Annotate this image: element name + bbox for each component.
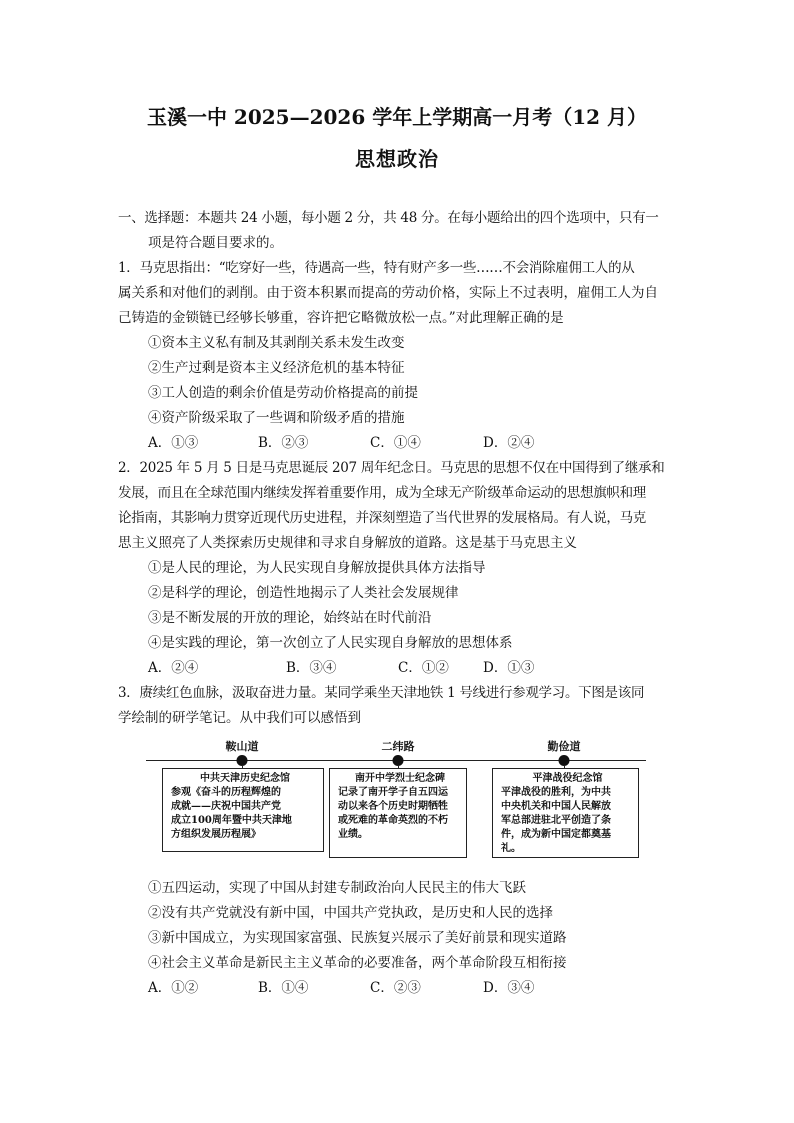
exam-title: 玉溪一中 2025—2026 学年上学期高一月考（12 月） xyxy=(146,105,648,129)
question-2-stem: 思主义照亮了人类探索历史规律和寻求自身解放的道路。这是基于马克思主义 xyxy=(118,535,577,551)
note-line: 或死难的革命英烈的不朽 xyxy=(338,815,448,826)
question-2-item: ①是人民的理论，为人民实现自身解放提供具体方法指导 xyxy=(148,560,486,576)
note-line: 参观《奋斗的历程辉煌的 xyxy=(171,787,281,798)
station-note-box xyxy=(329,768,467,858)
question-3-stem: 学绘制的研学笔记。从中我们可以感悟到 xyxy=(118,710,361,726)
note-line: 军总部进驻北平创造了条 xyxy=(501,815,611,826)
subject-title: 思想政治 xyxy=(355,147,439,171)
station-label-anshandao: 鞍山道 xyxy=(225,740,259,753)
question-1-stem: 己铸造的金锁链已经够长够重，容许把它略微放松一点。”对此理解正确的是 xyxy=(118,310,564,326)
station-label-qinjiandao: 勤俭道 xyxy=(547,740,581,753)
question-2-item: ④是实践的理论，第一次创立了人民实现自身解放的思想体系 xyxy=(148,635,513,651)
note-line: 平津战役的胜利，为中共 xyxy=(501,787,611,798)
question-1-option-a: A．①③ xyxy=(148,435,199,451)
note-line: 业绩。 xyxy=(338,829,368,840)
note-line: 成就——庆祝中国共产党 xyxy=(171,801,281,812)
question-3-option-b: B．①④ xyxy=(258,980,309,996)
question-1-item: ①资本主义私有制及其剥削关系未发生改变 xyxy=(148,335,405,351)
subway-line-diagram xyxy=(146,738,646,862)
question-1-item: ④资产阶级采取了一些调和阶级矛盾的措施 xyxy=(148,410,405,426)
question-3-option-a: A．①② xyxy=(148,980,199,996)
section-intro-line: 一、选择题：本题共 24 小题，每小题 2 分，共 48 分。在每小题给出的四个选项中，只有一 xyxy=(118,210,659,226)
question-3-item: ③新中国成立，为实现国家富强、民族复兴展示了美好前景和现实道路 xyxy=(148,930,567,946)
note-title: 平津战役纪念馆 xyxy=(532,773,603,784)
question-2-stem: 2．2025 年 5 月 5 日是马克思诞辰 207 周年纪念日。马克思的思想不仅在中国得到了继承和 xyxy=(118,460,665,476)
question-1-stem: 1．马克思指出：“吃穿好一些，待遇高一些，特有财产多一些……不会消除雇佣工人的从 xyxy=(118,260,635,276)
question-2-option-d: D．①③ xyxy=(483,660,535,676)
question-2-item: ③是不断发展的开放的理论，始终站在时代前沿 xyxy=(148,610,432,626)
question-1-option-d: D．②④ xyxy=(483,435,535,451)
note-line: 动以来各个历史时期牺牲 xyxy=(338,801,448,812)
question-2-option-b: B．③④ xyxy=(286,660,337,676)
station-label-erweilu: 二纬路 xyxy=(381,740,415,753)
note-title: 中共天津历史纪念馆 xyxy=(200,773,290,784)
station-note-box xyxy=(492,768,639,858)
section-intro-line: 项是符合题目要求的。 xyxy=(148,235,283,251)
station-note-box xyxy=(162,768,324,852)
question-3-item: ②没有共产党就没有新中国，中国共产党执政，是历史和人民的选择 xyxy=(148,905,553,921)
question-1-item: ③工人创造的剩余价值是劳动价格提高的前提 xyxy=(148,385,418,401)
question-3-stem: 3．赓续红色血脉，汲取奋进力量。某同学乘坐天津地铁 1 号线进行参观学习。下图是该同 xyxy=(118,685,645,701)
note-line: 件，成为新中国定都奠基 xyxy=(501,829,611,840)
question-3-option-d: D．③④ xyxy=(483,980,535,996)
question-1-option-c: C．①④ xyxy=(370,435,421,451)
question-1-option-b: B．②③ xyxy=(258,435,309,451)
question-2-option-c: C．①② xyxy=(398,660,449,676)
question-3-item: ④社会主义革命是新民主主义革命的必要准备，两个革命阶段互相衔接 xyxy=(148,955,567,971)
note-line: 中央机关和中国人民解放 xyxy=(501,801,611,812)
question-2-option-a: A．②④ xyxy=(148,660,199,676)
question-2-stem: 论指南，其影响力贯穿近现代历史进程，并深刻塑造了当代世界的发展格局。有人说，马克 xyxy=(118,510,646,526)
question-3-option-c: C．②③ xyxy=(370,980,421,996)
note-title: 南开中学烈士纪念碑 xyxy=(355,773,445,784)
question-2-stem: 发展，而且在全球范围内继续发挥着重要作用，成为全球无产阶级革命运动的思想旗帜和理 xyxy=(118,485,646,501)
question-2-item: ②是科学的理论，创造性地揭示了人类社会发展规律 xyxy=(148,585,459,601)
note-line: 礼。 xyxy=(501,843,521,854)
question-3-item: ①五四运动，实现了中国从封建专制政治向人民民主的伟大飞跃 xyxy=(148,880,526,896)
question-1-item: ②生产过剩是资本主义经济危机的基本特征 xyxy=(148,360,405,376)
note-line: 成立100周年暨中共天津地 xyxy=(171,815,292,826)
note-line: 记录了南开学子自五四运 xyxy=(338,787,448,798)
note-line: 方组织发展历程展》 xyxy=(171,829,261,840)
question-1-stem: 属关系和对他们的剥削。由于资本积累而提高的劳动价格，实际上不过表明，雇佣工人为自 xyxy=(118,285,658,301)
